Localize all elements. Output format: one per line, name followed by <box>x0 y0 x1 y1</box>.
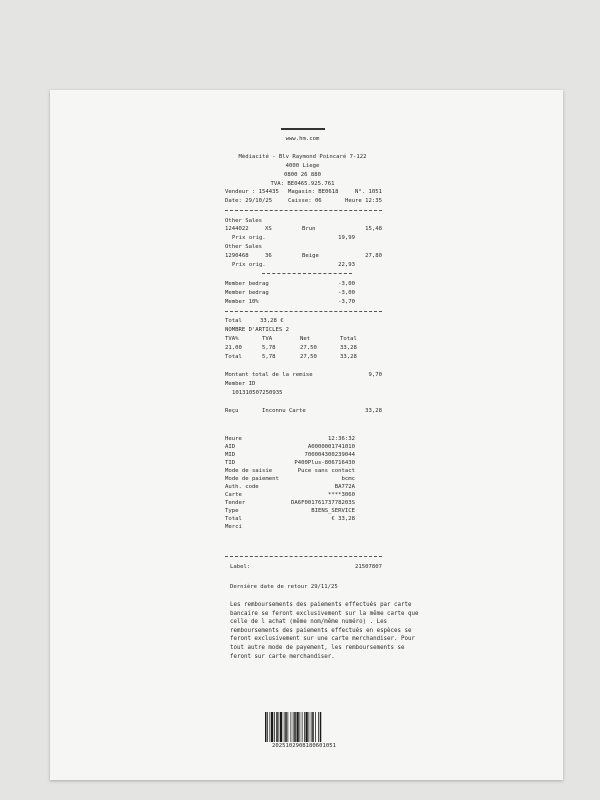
tax-header: Total <box>340 336 357 342</box>
discount-total-label: Montant total de la remise <box>225 372 313 378</box>
payment-value: DA6F00176173778203S <box>291 500 355 506</box>
payment-value: 700004300239044 <box>304 452 355 458</box>
payment-value: bcmc <box>341 476 355 482</box>
store-city: 4000 Liege <box>285 163 320 169</box>
payment-label: Mode de paiement <box>225 476 279 482</box>
store-phone: 0800 26 880 <box>283 172 322 178</box>
tax-header: TVA <box>262 336 273 342</box>
divider <box>262 273 352 274</box>
store-website: www.hm.com <box>285 136 320 142</box>
received-label: Reçu <box>225 408 239 414</box>
payment-label: Carte <box>225 492 242 498</box>
item-price: 15,48 <box>365 226 382 232</box>
received-value: 33,28 <box>365 408 382 414</box>
return-date: Dernière date de retour 29/11/25 <box>230 584 338 590</box>
discount-label: Member bedrag <box>225 290 269 296</box>
receipt-time: Heure 12:35 <box>344 198 382 204</box>
item-code: 1290468 <box>225 253 249 259</box>
payment-label: Type <box>225 508 239 514</box>
payment-value: BIENS_SERVICE <box>311 508 355 514</box>
item-color: Beige <box>302 253 319 259</box>
receipt-number: N°. 1051 <box>355 189 382 195</box>
item-category: Other Sales <box>225 244 263 250</box>
item-code: 1244022 <box>225 226 249 232</box>
store-name: Médiacité - Blv Raymond Poincaré 7-122 <box>238 154 367 160</box>
payment-label: TID <box>225 460 236 466</box>
item-size: XS <box>265 226 272 232</box>
divider <box>225 311 382 312</box>
payment-label: Auth. code <box>225 484 259 490</box>
discount-label: Member bedrag <box>225 281 269 287</box>
payment-value: BA772A <box>334 484 355 490</box>
divider <box>225 556 382 557</box>
receipt-date: Date: 29/10/25 <box>225 198 273 204</box>
payment-value: Puce sans contact <box>297 468 355 474</box>
register-id: Caisse: 06 <box>288 198 322 204</box>
divider <box>225 210 382 211</box>
label-text: Label: <box>230 564 251 570</box>
discount-amount: -3,00 <box>338 290 355 296</box>
tax-header: Net <box>300 336 311 342</box>
total-value: 33,28 € <box>260 318 284 324</box>
payment-value: 12:36:32 <box>328 436 355 442</box>
tax-cell: 33,28 <box>340 354 357 360</box>
tax-cell: 33,28 <box>340 345 357 351</box>
refund-policy: Les remboursements des paiements effectués par carte bancaire se feront exclusivement sur la même carte que celle de l achat (même nom/même numéro) . Les remboursements des paiements effectués en espèces se feront exclusivement sur une carte merchandiser. Pour tout autre mode de payement, les remboursements se feront sur carte merchandiser. <box>230 602 419 660</box>
article-count: NOMBRE D'ARTICLES 2 <box>225 327 289 333</box>
payment-value: ****3060 <box>328 492 355 498</box>
tax-cell: 27,50 <box>300 345 317 351</box>
payment-label: AID <box>225 444 236 450</box>
payment-label: Mode de saisie <box>225 468 273 474</box>
item-orig-price: 22,93 <box>338 262 355 268</box>
store-vat: TVA: BE0465.925.761 <box>270 181 335 187</box>
total-label: Total <box>225 318 242 324</box>
tax-cell: 27,50 <box>300 354 317 360</box>
item-orig-label: Prix orig. <box>232 262 266 268</box>
item-orig-label: Prix orig. <box>232 235 266 241</box>
item-color: Brun <box>302 226 316 232</box>
barcode <box>265 712 343 742</box>
member-label: Member ID <box>225 381 256 387</box>
barcode-number: 2025102908180601051 <box>272 743 336 749</box>
label-value: 21507807 <box>355 564 382 570</box>
payment-value: A0000001741010 <box>307 444 355 450</box>
discount-amount: -3,00 <box>338 281 355 287</box>
payment-value: € 33,28 <box>331 516 355 522</box>
item-category: Other Sales <box>225 218 263 224</box>
tax-cell: Total <box>225 354 242 360</box>
received-method: Inconnu Carte <box>262 408 306 414</box>
tax-cell: 5,78 <box>262 345 276 351</box>
payment-value: P400Plus-806716430 <box>294 460 355 466</box>
payment-label: Tender <box>225 500 246 506</box>
tax-cell: 21,00 <box>225 345 242 351</box>
seller-id: Vendeur : 154435 <box>225 189 279 195</box>
payment-label: Merci <box>225 524 242 530</box>
store-id: Magasin: BE0618 <box>288 189 339 195</box>
discount-label: Member 10% <box>225 299 259 305</box>
payment-label: Heure <box>225 436 242 442</box>
item-size: 36 <box>265 253 272 259</box>
logo <box>281 128 325 130</box>
discount-amount: -3,70 <box>338 299 355 305</box>
item-price: 27,80 <box>365 253 382 259</box>
tax-cell: 5,78 <box>262 354 276 360</box>
member-id: 101310507250935 <box>232 390 283 396</box>
payment-label: Total <box>225 516 242 522</box>
tax-header: TVA% <box>225 336 239 342</box>
item-orig-price: 19,99 <box>338 235 355 241</box>
discount-total-value: 9,70 <box>368 372 382 378</box>
payment-label: MID <box>225 452 236 458</box>
